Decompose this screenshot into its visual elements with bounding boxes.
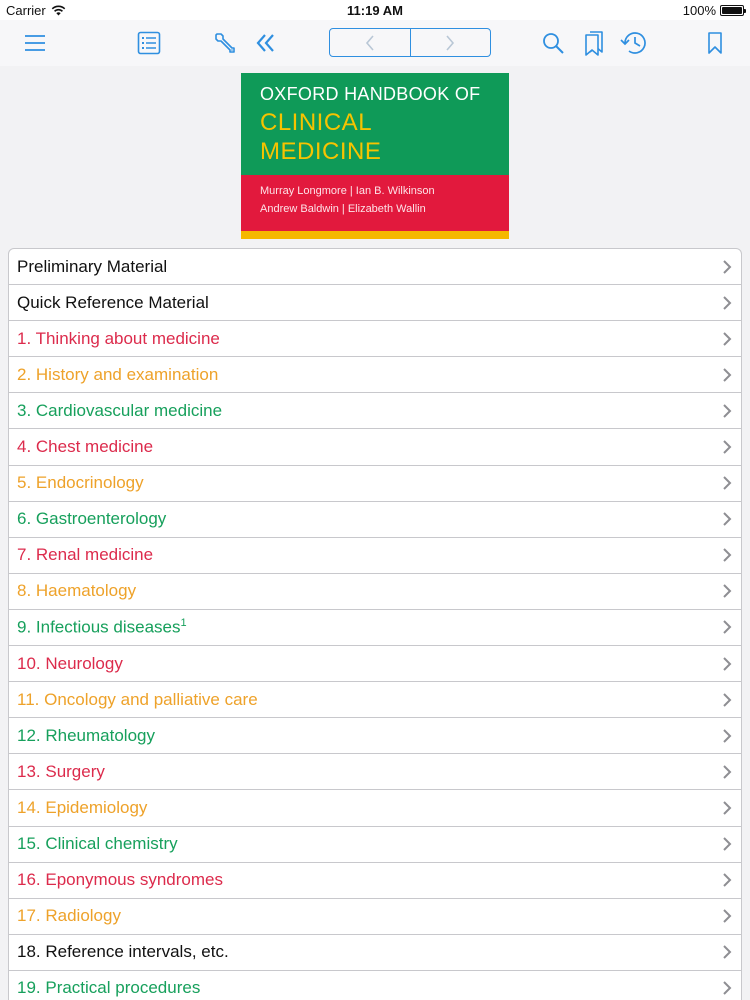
toc-item-label: 5. Endocrinology <box>17 473 144 493</box>
toolbar <box>0 20 750 66</box>
toc-item-chapter-11[interactable] <box>9 682 741 718</box>
page-navigation <box>329 28 491 57</box>
toc-item-label: 14. Epidemiology <box>17 797 148 817</box>
back-button[interactable] <box>330 29 410 56</box>
chevron-right-icon <box>721 584 733 598</box>
toc-item-label: 10. Neurology <box>17 653 123 673</box>
toc-item-label: 12. Rheumatology <box>17 725 155 745</box>
toc-item-chapter-4[interactable] <box>9 429 741 465</box>
battery-icon <box>720 5 744 16</box>
battery-indicator <box>683 3 744 18</box>
toc-item-label: 17. Radiology <box>17 906 121 926</box>
toc-item-label: 11. Oncology and palliative care <box>17 689 258 709</box>
toc-item-quick-reference[interactable] <box>9 285 741 321</box>
toc-item-chapter-13[interactable] <box>9 754 741 790</box>
cover-authors-line1: Murray Longmore | Ian B. Wilkinson <box>260 185 435 197</box>
forward-button[interactable] <box>410 29 491 56</box>
chevron-right-icon <box>721 548 733 562</box>
toc-item-label: 8. Haematology <box>17 581 137 601</box>
add-bookmark-button[interactable] <box>700 28 730 58</box>
wrench-icon <box>213 31 237 55</box>
toc-item-label: 18. Reference intervals, etc. <box>17 942 229 962</box>
toc-item-chapter-7[interactable] <box>9 538 741 574</box>
toc-item-chapter-8[interactable] <box>9 574 741 610</box>
chevron-right-icon <box>721 404 733 418</box>
toc-item-label: 16. Eponymous syndromes <box>17 870 223 890</box>
cover-title-line1: OXFORD HANDBOOK OF <box>260 84 481 104</box>
toc-item-label: 6. Gastroenterology <box>17 509 167 529</box>
toc-item-chapter-18[interactable] <box>9 935 741 971</box>
toc-item-label: 4. Chest medicine <box>17 437 154 457</box>
collapse-button[interactable] <box>251 28 281 58</box>
toc-item-label: 7. Renal medicine <box>17 545 154 565</box>
history-icon <box>620 30 648 56</box>
chevron-right-icon <box>721 909 733 923</box>
toc-item-label: 13. Surgery <box>17 761 105 781</box>
chevron-right-icon <box>721 873 733 887</box>
toc-item-chapter-17[interactable] <box>9 899 741 935</box>
cover-title-line3: MEDICINE <box>260 138 382 165</box>
toc-item-chapter-6[interactable] <box>9 502 741 538</box>
toc-item-chapter-19[interactable] <box>9 971 741 1000</box>
toc-item-chapter-15[interactable] <box>9 827 741 863</box>
footnote-marker: 1 <box>180 617 187 630</box>
toc-item-text: 9. Infectious diseases <box>17 617 181 637</box>
bookmark-icon <box>707 32 723 54</box>
back-arrow-icon <box>365 35 375 51</box>
toc-item-label <box>17 617 187 638</box>
chevron-right-icon <box>721 693 733 707</box>
chevron-right-icon <box>721 765 733 779</box>
toc-item-label: Quick Reference Material <box>17 292 209 312</box>
toc-item-chapter-14[interactable] <box>9 790 741 826</box>
clock: 11:19 AM <box>347 3 403 18</box>
toc-item-chapter-5[interactable] <box>9 466 741 502</box>
toc-item-label: 3. Cardiovascular medicine <box>17 400 223 420</box>
toc-item-chapter-9[interactable] <box>9 610 741 646</box>
toc-item-label: 2. History and examination <box>17 364 219 384</box>
chevron-right-icon <box>721 657 733 671</box>
table-of-contents <box>8 248 742 1000</box>
menu-icon <box>24 34 46 52</box>
chevron-right-icon <box>721 837 733 851</box>
toc-item-label: 19. Practical procedures <box>17 978 201 998</box>
contents-button[interactable] <box>134 28 164 58</box>
toc-item-label: 1. Thinking about medicine <box>17 328 220 348</box>
chevron-right-icon <box>721 260 733 274</box>
list-icon <box>137 31 161 55</box>
search-icon <box>541 31 565 55</box>
chevron-right-icon <box>721 981 733 995</box>
chevron-right-icon <box>721 801 733 815</box>
toc-item-chapter-3[interactable] <box>9 393 741 429</box>
chevron-right-icon <box>721 440 733 454</box>
double-chevron-left-icon <box>255 33 277 53</box>
toc-item-chapter-10[interactable] <box>9 646 741 682</box>
search-button[interactable] <box>538 28 568 58</box>
toc-item-chapter-2[interactable] <box>9 357 741 393</box>
chevron-right-icon <box>721 476 733 490</box>
battery-percent: 100% <box>682 3 716 18</box>
cover-title-line2: CLINICAL <box>260 109 373 136</box>
cover-yellow-band <box>241 231 509 239</box>
chevron-right-icon <box>721 729 733 743</box>
toc-item-chapter-12[interactable] <box>9 718 741 754</box>
cover-authors-line2: Andrew Baldwin | Elizabeth Wallin <box>260 203 426 215</box>
bookmarks-icon <box>583 30 605 56</box>
chevron-right-icon <box>721 296 733 310</box>
chevron-right-icon <box>721 945 733 959</box>
chevron-right-icon <box>721 620 733 634</box>
toc-item-label: Preliminary Material <box>17 256 168 276</box>
toc-item-chapter-16[interactable] <box>9 863 741 899</box>
chevron-right-icon <box>721 512 733 526</box>
tools-button[interactable] <box>210 28 240 58</box>
toc-item-preliminary-material[interactable] <box>9 249 741 285</box>
carrier-label: Carrier <box>6 3 46 18</box>
bookmarks-list-button[interactable] <box>579 28 609 58</box>
chevron-right-icon <box>721 332 733 346</box>
history-button[interactable] <box>619 28 649 58</box>
chevron-right-icon <box>721 368 733 382</box>
toc-item-chapter-1[interactable] <box>9 321 741 357</box>
status-bar <box>0 0 750 20</box>
toc-item-label: 15. Clinical chemistry <box>17 834 178 854</box>
menu-button[interactable] <box>20 28 50 58</box>
forward-arrow-icon <box>445 35 455 51</box>
book-cover <box>241 73 509 239</box>
